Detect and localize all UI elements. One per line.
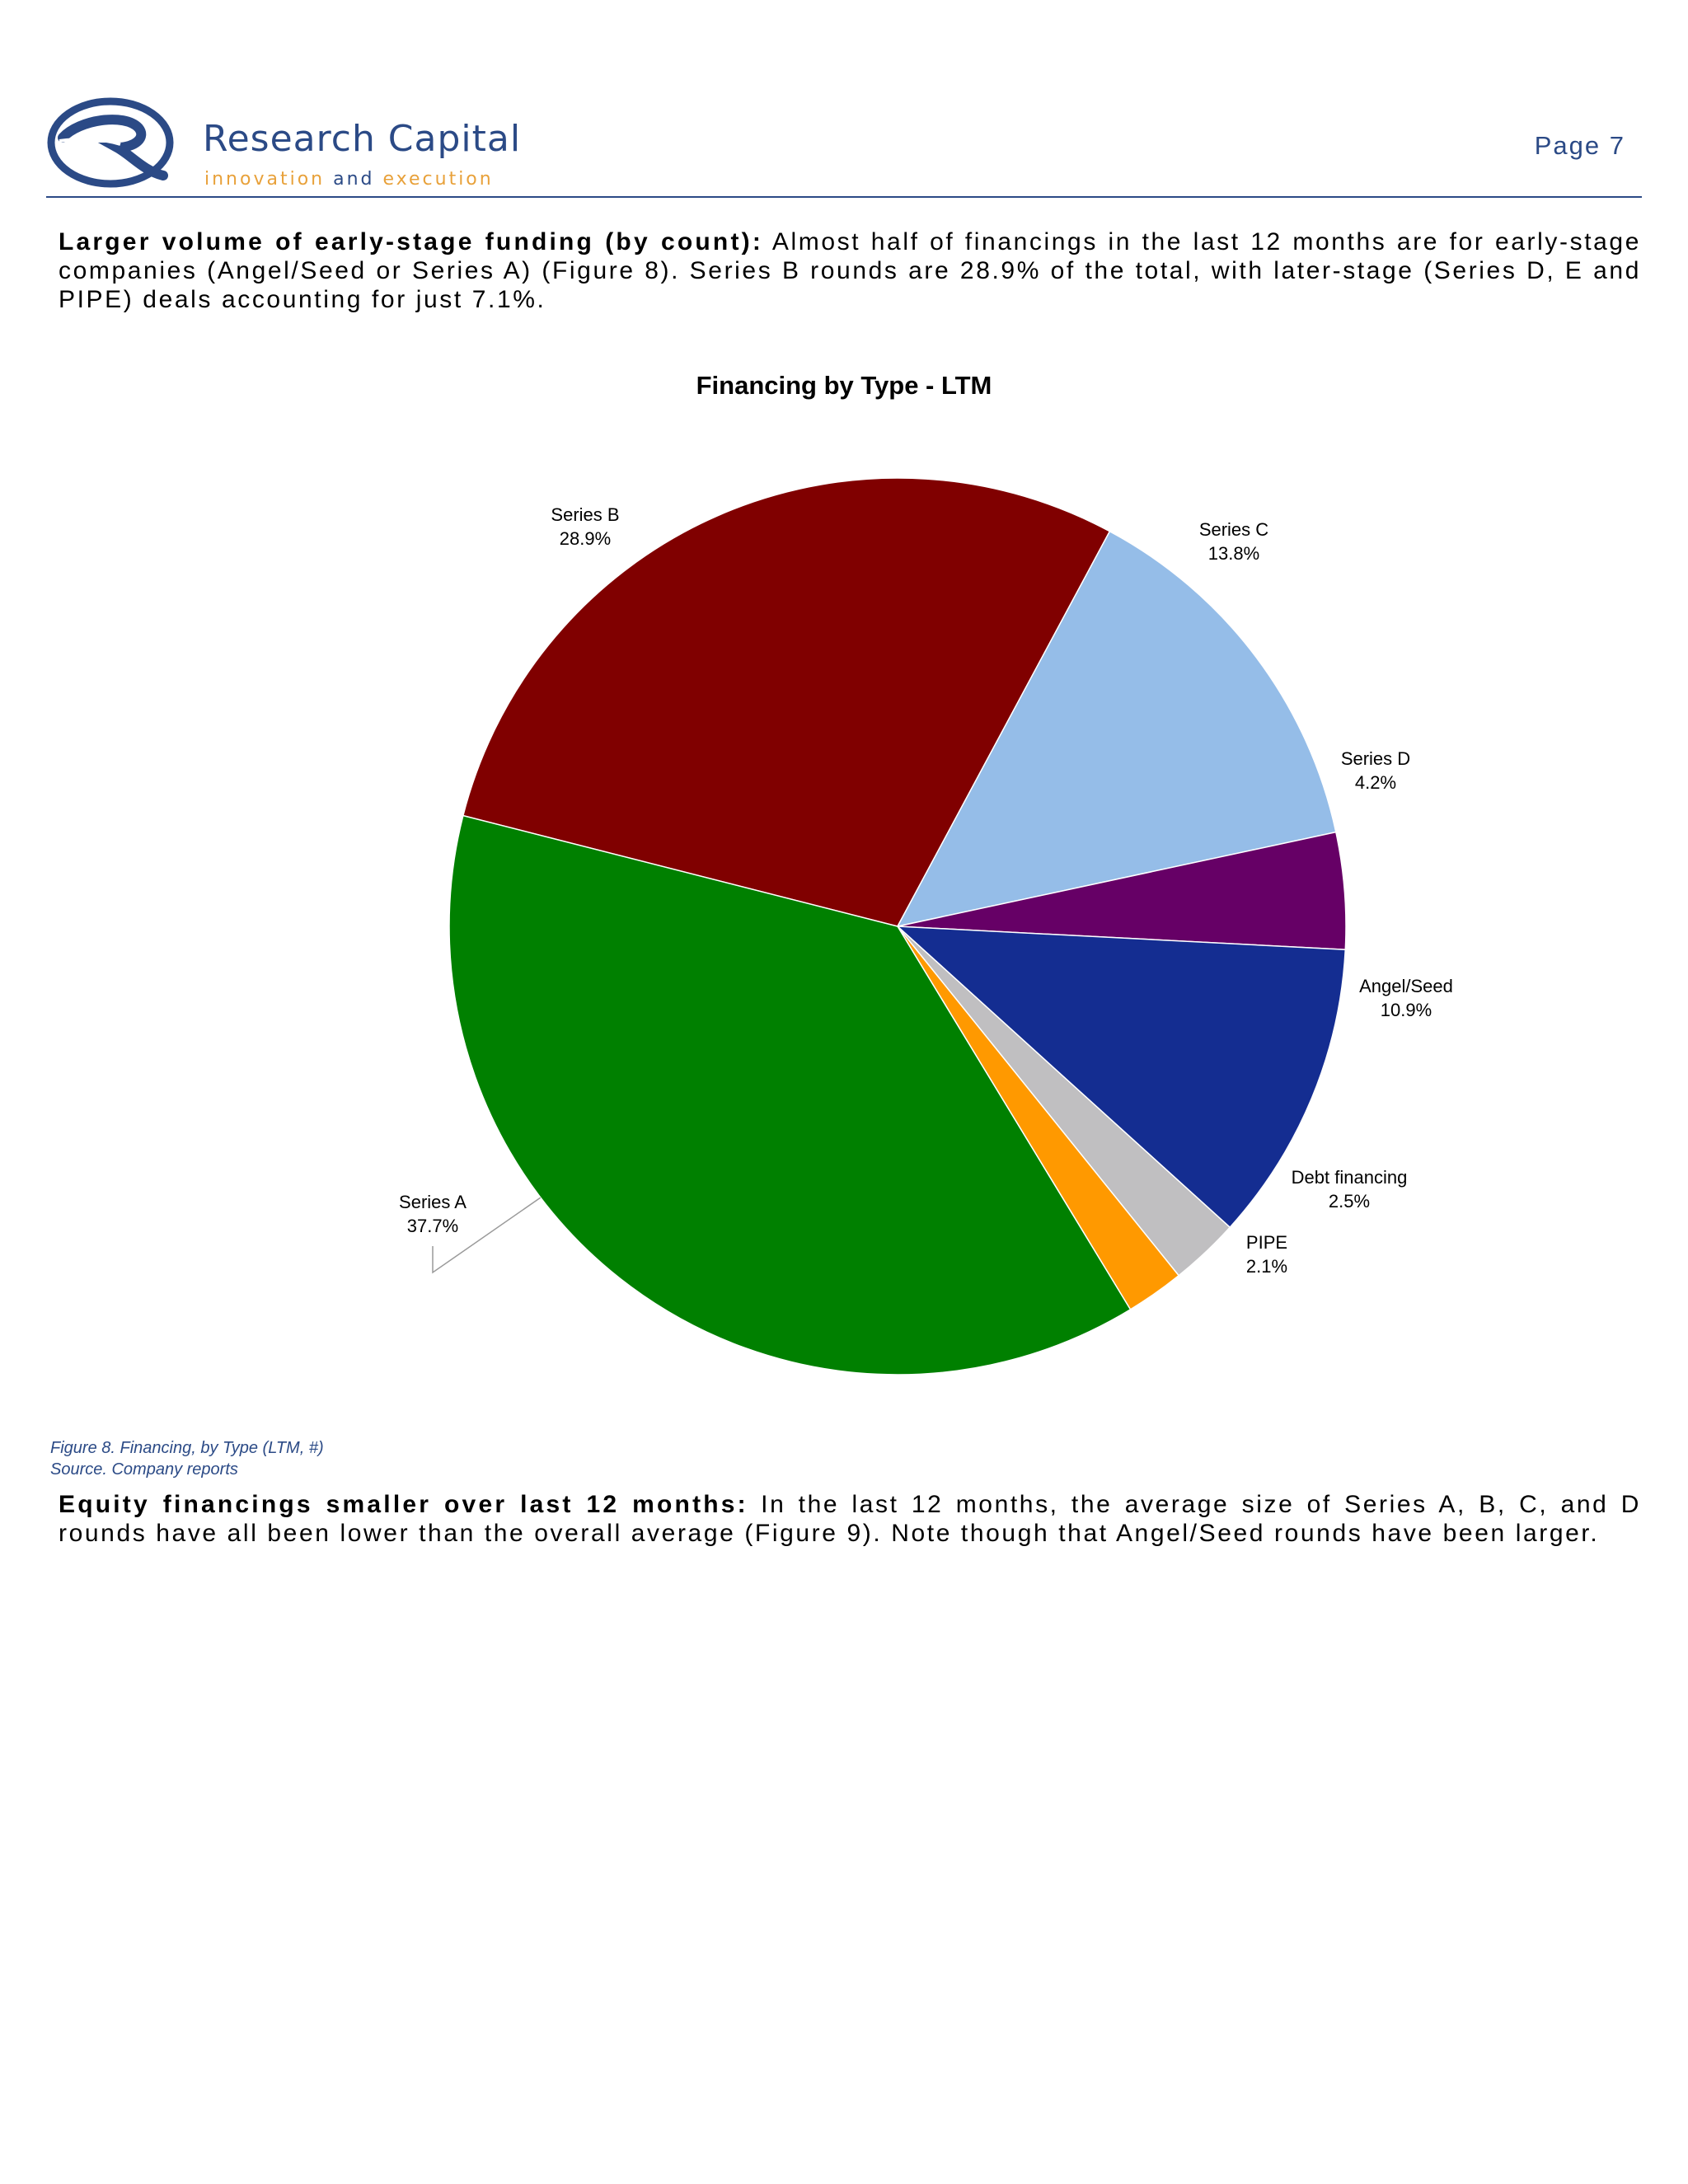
chart-title: Financing by Type - LTM xyxy=(696,371,992,400)
slice-label-series-c: Series C xyxy=(1198,519,1269,540)
slice-value-angel-seed: 10.9% xyxy=(1380,1000,1432,1020)
paragraph-body: In the last 12 months, the average size of Series A, B, C, and D rounds have all been lower than the overall average (Figure 9). Note though that Angel/Seed rounds have been larger. xyxy=(59,1491,1641,1547)
paragraph-lead: Equity financings smaller over last 12 months: xyxy=(59,1491,748,1518)
brand-tagline: innovation and execution xyxy=(204,169,494,190)
slice-label-debt-financing: Debt financing xyxy=(1291,1167,1408,1188)
slice-label-angel-seed: Angel/Seed xyxy=(1359,976,1453,996)
slice-label-series-b: Series B xyxy=(551,504,620,525)
figure-source: Source. Company reports xyxy=(50,1460,238,1479)
figure-caption: Figure 8. Financing, by Type (LTM, #) xyxy=(50,1439,324,1457)
slice-label-series-a: Series A xyxy=(399,1192,467,1212)
slice-label-pipe: PIPE xyxy=(1245,1232,1288,1253)
slice-value-series-b: 28.9% xyxy=(559,528,612,549)
paragraph-body: Almost half of financings in the last 12 months are for early-stage companies (Angel/Seed or Series A) (Figure 8). Series B rounds are 28.9% of the total, with later-stage (Series D, E and PIPE) deals accounting for just 7.1%. xyxy=(59,228,1641,313)
slice-value-debt-financing: 2.5% xyxy=(1328,1191,1371,1212)
page-number: Page 7 xyxy=(1534,131,1625,160)
slice-label-series-d: Series D xyxy=(1340,748,1411,769)
slice-value-series-a: 37.7% xyxy=(406,1216,459,1236)
slice-value-pipe: 2.1% xyxy=(1245,1256,1288,1277)
slice-value-series-d: 4.2% xyxy=(1354,772,1397,793)
paragraph-lead: Larger volume of early-stage funding (by count): xyxy=(59,228,764,255)
paragraph-equity-financings xyxy=(59,1490,1641,1548)
slice-value-series-c: 13.8% xyxy=(1207,543,1260,564)
brand-name: Research Capital xyxy=(203,118,522,160)
